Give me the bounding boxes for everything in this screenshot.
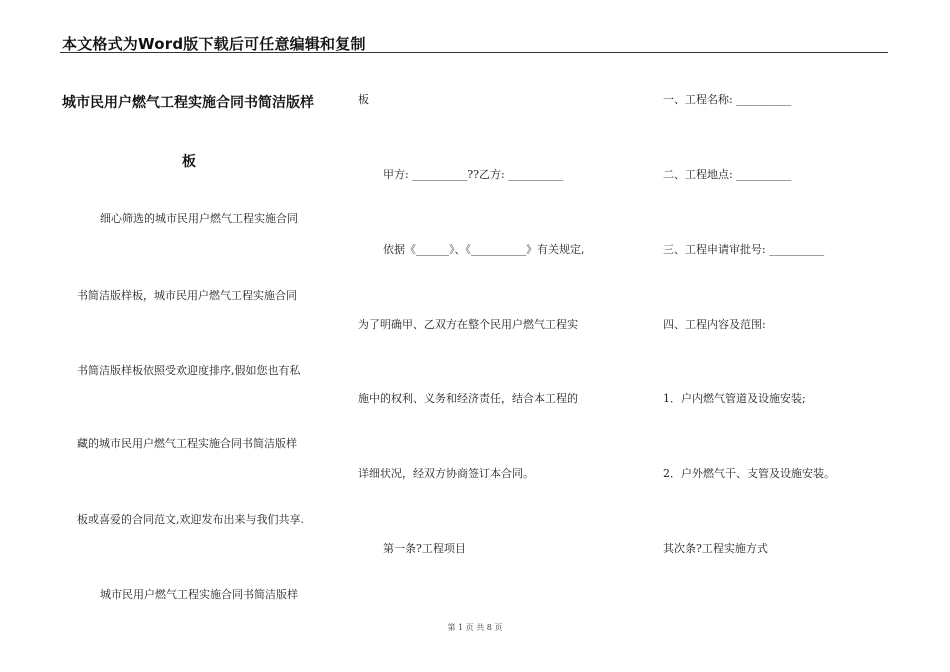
column1-line: 藏的城市民用户燃气工程实施合同书简洁版样 — [77, 437, 297, 450]
column2-line: 第一条?工程项目 — [383, 542, 466, 555]
header-banner: 本文格式为Word版下载后可任意编辑和复制 — [62, 35, 366, 53]
column2-line: 为了明确甲、乙双方在整个民用户燃气工程实 — [358, 318, 578, 331]
column3-line: 三、工程申请审批号: __________ — [663, 243, 825, 256]
column1-line: 板或喜爱的合同范文,欢迎发布出来与我们共享. — [77, 513, 304, 526]
column3-line: 1．户内燃气管道及设施安装; — [663, 392, 806, 405]
page-number: 第 1 页 共 8 页 — [447, 623, 503, 632]
header-divider — [60, 52, 888, 53]
column1-line: 书简洁版样板依照受欢迎度排序,假如您也有私 — [77, 364, 301, 377]
column1-line: 细心筛选的城市民用户燃气工程实施合同 — [100, 212, 298, 225]
document-title-continued: 板 — [182, 154, 196, 170]
column2-line: 详细状况，经双方协商签订本合同。 — [358, 467, 534, 480]
column2-line: 板 — [358, 93, 369, 106]
column2-line: 依据《______》、《__________》有关规定, — [383, 243, 585, 256]
column3-line: 四、工程内容及范围: — [663, 318, 766, 331]
column2-line: 施中的权利、义务和经济责任，结合本工程的 — [358, 392, 578, 405]
document-title: 城市民用户燃气工程实施合同书简洁版样 — [62, 95, 314, 111]
column3-line: 二、工程地点: __________ — [663, 168, 792, 181]
column1-line: 城市民用户燃气工程实施合同书简洁版样 — [100, 588, 298, 601]
column3-line: 其次条?工程实施方式 — [663, 542, 768, 555]
column1-line: 书简洁版样板，城市民用户燃气工程实施合同 — [77, 289, 297, 302]
column3-line: 一、工程名称: __________ — [663, 93, 792, 106]
column3-line: 2．户外燃气干、支管及设施安装。 — [663, 467, 835, 480]
column2-line: 甲方: __________??乙方: __________ — [383, 168, 564, 181]
